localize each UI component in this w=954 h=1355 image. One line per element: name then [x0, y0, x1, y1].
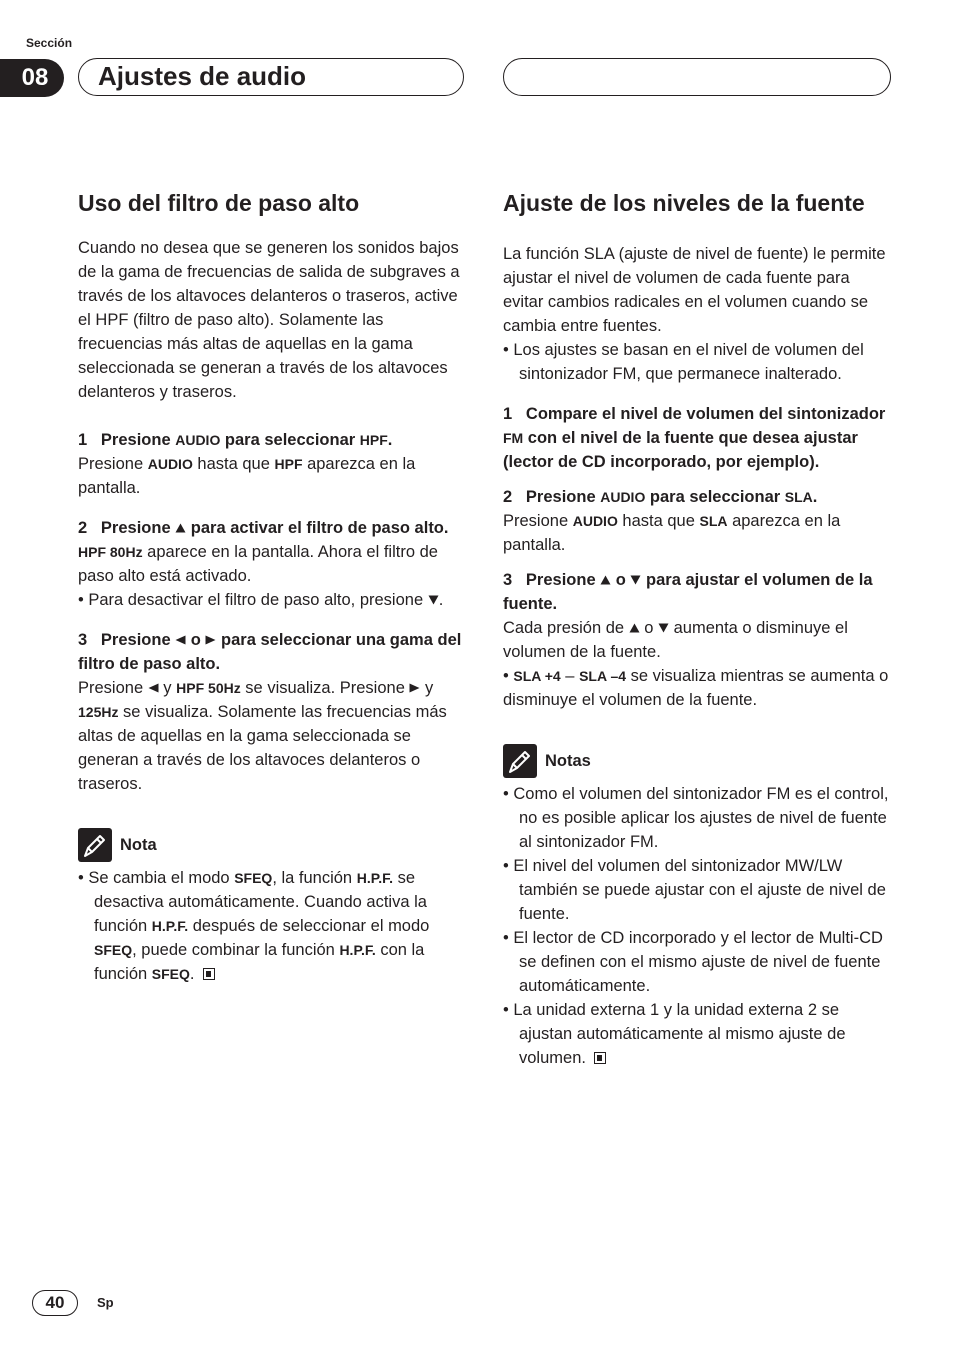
left-step2-body: HPF 80Hz aparece en la pantalla. Ahora el filtro de paso alto está activado. [78, 543, 438, 585]
up-arrow-icon [175, 523, 186, 533]
right-arrow-icon [409, 683, 420, 693]
language-label: Sp [97, 1295, 114, 1310]
end-mark-icon [594, 1052, 606, 1064]
end-mark-icon [203, 968, 215, 980]
right-step3-title: 3 Presione o para ajustar el volumen de la fuente. [503, 571, 873, 613]
left-step2-bullet: • Para desactivar el filtro de paso alto, presione . [78, 591, 444, 609]
right-step3-bullet: • SLA +4 – SLA –4 se visualiza mientras se aumenta o disminuye el volumen de la fuente. [503, 667, 889, 709]
up-arrow-icon [629, 623, 640, 633]
right-step3-body: Cada presión de o aumenta o disminuye el volumen de la fuente. [503, 619, 848, 661]
right-arrow-icon [205, 635, 216, 645]
left-intro: Cuando no desea que se generen los sonidos bajos de la gama de frecuencias de salida de subgraves a través de los altavoces delanteros o traseros, active el HPF (filtro de paso alto). Solamente las frecuencias más altas de aquellas en la gama seleccionada se generan a través de los altavoces delanteros y traseros. [78, 239, 460, 401]
right-intro-bullet: • Los ajustes se basan en el nivel de volumen del sintonizador FM, que permanece inalterado. [503, 341, 864, 383]
page-title: Ajustes de audio [98, 61, 307, 91]
right-note-item: • El nivel del volumen del sintonizador MW/LW también se puede ajustar con el ajuste de nivel de fuente. [503, 857, 886, 923]
right-step1-title: 1 Compare el nivel de volumen del sintonizador FM con el nivel de la fuente que desea ajustar (lector de CD incorporado, por ejemplo). [503, 405, 886, 471]
left-step3-title: 3 Presione o para seleccionar una gama del filtro de paso alto. [78, 631, 462, 673]
left-arrow-icon [148, 683, 159, 693]
left-step1-body: Presione AUDIO hasta que HPF aparezca en la pantalla. [78, 455, 416, 497]
right-notes-header [503, 744, 889, 778]
up-arrow-icon [600, 575, 611, 585]
note-pencil-icon [503, 744, 537, 778]
left-step3-body: Presione y HPF 50Hz se visualiza. Presione y 125Hz se visualiza. Solamente las frecuencias más altas de aquellas en la gama seleccionada se generan a través de los altavoces delanteros o traseros. [78, 679, 447, 793]
right-note-item: • El lector de CD incorporado y el lector de Multi-CD se definen con el mismo ajuste de nivel de fuente automáticamente. [503, 929, 883, 995]
left-note-text: • Se cambia el modo SFEQ, la función H.P.F. se desactiva automáticamente. Cuando activa la función H.P.F. después de seleccionar el modo SFEQ, puede combinar la función H.P.F. con la función SFEQ. [78, 869, 430, 983]
right-note-item: • Como el volumen del sintonizador FM es el control, no es posible aplicar los ajustes de nivel de fuente al sintonizador FM. [503, 785, 889, 851]
left-note-title: Nota [120, 835, 157, 854]
right-notes-title: Notas [545, 751, 591, 770]
section-number-tab: 08 [0, 59, 64, 97]
right-step2-title: 2 Presione AUDIO para seleccionar SLA. [503, 488, 818, 506]
left-step2-title: 2 Presione para activar el filtro de paso alto. [78, 519, 449, 537]
note-pencil-icon [78, 828, 112, 862]
left-note-header [78, 828, 468, 862]
right-column [503, 188, 889, 1070]
left-arrow-icon [175, 635, 186, 645]
down-arrow-icon [630, 575, 641, 585]
left-column [78, 188, 468, 986]
left-heading: Uso del filtro de paso alto [78, 190, 360, 216]
section-label: Sección [26, 36, 73, 50]
page-number: 40 [32, 1290, 78, 1316]
empty-title-frame [503, 58, 891, 96]
down-arrow-icon [428, 595, 439, 605]
down-arrow-icon [658, 623, 669, 633]
right-step2-body: Presione AUDIO hasta que SLA aparezca en la pantalla. [503, 512, 841, 554]
right-intro: La función SLA (ajuste de nivel de fuente) le permite ajustar el nivel de volumen de cada fuente para evitar cambios radicales en el volumen cuando se cambia entre fuentes. [503, 245, 886, 335]
right-heading: Ajuste de los niveles de la fuente [503, 190, 865, 216]
left-step1-title: 1 Presione AUDIO para seleccionar HPF. [78, 431, 393, 449]
right-note-item: • La unidad externa 1 y la unidad externa 2 se ajustan automáticamente al mismo ajuste de volumen. [503, 1001, 846, 1067]
